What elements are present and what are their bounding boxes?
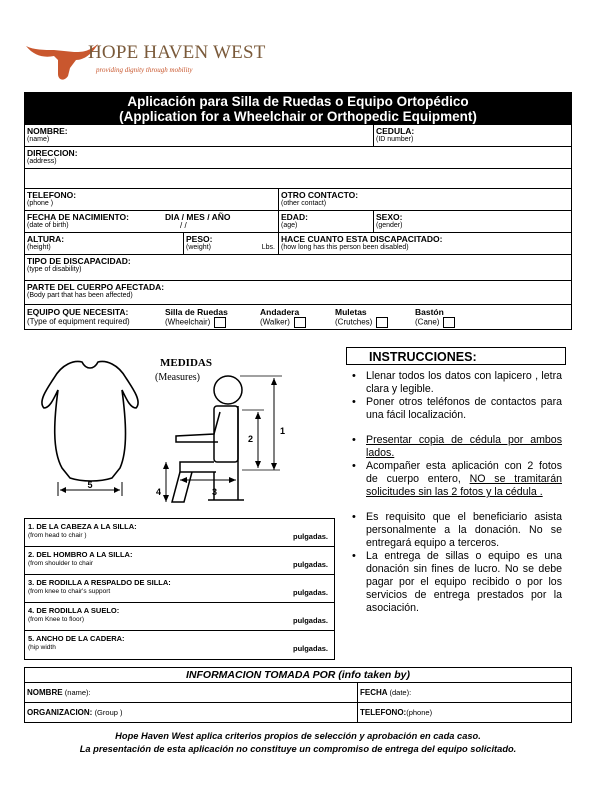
equipo-row	[24, 305, 572, 330]
info-taken-section	[24, 667, 572, 723]
label-1: 1	[280, 426, 286, 436]
instruction-item: • Es requisito que el beneficiario asista personalmente a la donación. No se entregará equipo a terceros.	[350, 511, 562, 550]
footer-line-2: La presentación de esta aplicación no constituye un compromiso de entrega del equipo solicitado.	[79, 744, 517, 754]
info-row-1	[24, 683, 572, 703]
crutches-checkbox[interactable]	[376, 317, 388, 328]
nombre-field[interactable]: NOMBRE: (name)	[27, 126, 68, 143]
label-5: 5	[87, 480, 93, 490]
row-height-weight	[24, 233, 572, 255]
diagram-title: MEDIDAS	[160, 357, 212, 369]
otro-contacto-field[interactable]: OTRO CONTACTO: (other contact)	[278, 189, 571, 210]
row-birth	[24, 211, 572, 233]
title-es: Aplicación para Silla de Ruedas o Equipo Ortopédico	[127, 94, 469, 109]
torso-outline	[42, 362, 138, 481]
instruction-item: • Llenar todos los datos con lapicero , letra clara y legible.	[350, 370, 562, 396]
wheelchair-checkbox[interactable]	[214, 317, 226, 328]
info-taken-title: INFORMACION TOMADA POR (info taken by)	[24, 667, 572, 683]
measurement-row-head-chair[interactable]: 1. DE LA CABEZA A LA SILLA: (from head to chair ) pulgadas.	[25, 519, 334, 547]
altura-field[interactable]: ALTURA: (height)	[27, 234, 65, 251]
info-nombre-field[interactable]: NOMBRE (name):	[27, 688, 91, 697]
info-organizacion-field[interactable]: ORGANIZACION: (Group )	[27, 708, 123, 717]
option-crutches: Muletas (Crutches)	[333, 305, 415, 329]
instructions-list	[350, 370, 562, 615]
measurements-table	[24, 518, 335, 660]
measurement-diagram	[30, 350, 330, 515]
option-cane: Bastón (Cane)	[413, 305, 493, 329]
row-phone	[24, 189, 572, 211]
measurement-row-knee-support[interactable]: 3. DE RODILLA A RESPALDO DE SILLA: (from knee to chair's support pulgadas.	[25, 575, 334, 603]
peso-field[interactable]: PESO: (weight) Lbs.	[183, 233, 278, 254]
instructions-title: INSTRUCCIONES:	[346, 347, 566, 365]
logo-tagline: providing dignity through mobility	[96, 66, 193, 74]
telefono-field[interactable]: TELEFONO: (phone )	[27, 190, 77, 207]
edad-field[interactable]: EDAD: (age)	[278, 211, 373, 232]
equipo-label: EQUIPO QUE NECESITA: (Type of equipment required)	[27, 307, 130, 326]
info-row-2	[24, 703, 572, 723]
instruction-item: • Presentar copia de cédula por ambos lados.	[350, 434, 562, 460]
diagram-subtitle: (Measures)	[155, 372, 200, 383]
hace-cuanto-field[interactable]: HACE CUANTO ESTA DISCAPACITADO: (how long has this person been disabled)	[278, 233, 571, 254]
info-fecha-field[interactable]: FECHA (date):	[357, 683, 571, 702]
seated-figure	[172, 376, 244, 502]
form-header	[24, 92, 572, 125]
measurement-row-hip-width[interactable]: 5. ANCHO DE LA CADERA: (hip width pulgadas.	[28, 634, 328, 653]
measurement-row-shoulder-chair[interactable]: 2. DEL HOMBRO A LA SILLA: (from shoulder to chair pulgadas.	[25, 547, 334, 575]
instruction-item: • Poner otros teléfonos de contactos para una fácil localización.	[350, 396, 562, 422]
logo-name: HOPE HAVEN WEST	[88, 42, 266, 63]
label-4: 4	[156, 487, 162, 497]
parte-cuerpo-field[interactable]: PARTE DEL CUERPO AFECTADA: (Body part that has been affected)	[24, 281, 572, 305]
row-name-id	[24, 125, 572, 147]
direccion-extra-line[interactable]	[24, 169, 572, 189]
measurement-row-knee-floor[interactable]: 4. DE RODILLA A SUELO: (from Knee to floor) pulgadas.	[25, 603, 334, 631]
footer-line-1: Hope Haven West aplica criterios propios de selección y aprobación en cada caso.	[115, 731, 481, 741]
cane-checkbox[interactable]	[443, 317, 455, 328]
label-2: 2	[248, 434, 254, 444]
application-form	[24, 92, 572, 330]
tipo-discapacidad-field[interactable]: TIPO DE DISCAPACIDAD: (type of disability)	[24, 255, 572, 281]
cedula-field[interactable]: CEDULA: (ID number)	[373, 125, 571, 146]
info-telefono-field[interactable]: TELEFONO:(phone)	[357, 703, 571, 722]
instruction-item: • La entrega de sillas o equipo es una donación sin fines de lucro. No se debe pagar por el equipo recibido o por los servicios de entrega prestados por la asociación.	[350, 550, 562, 615]
instruction-item: • Acompañer esta aplicación con 2 fotos de cuerpo entero, NO se tramitarán solicitudes sin las 2 fotos y la cédula .	[350, 460, 562, 499]
walker-checkbox[interactable]	[294, 317, 306, 328]
fecha-nacimiento-field[interactable]: FECHA DE NACIMIENTO: DIA / MES / AÑO (date of birth) / /	[27, 212, 231, 230]
title-en: (Application for a Wheelchair or Orthopedic Equipment)	[119, 109, 477, 124]
sexo-field[interactable]: SEXO: (gender)	[373, 211, 571, 232]
label-3: 3	[212, 487, 218, 497]
option-wheelchair: Silla de Ruedas (Wheelchair)	[165, 307, 228, 327]
option-walker: Andadera (Walker)	[258, 305, 333, 329]
direccion-field[interactable]: DIRECCION: (address)	[24, 147, 572, 169]
